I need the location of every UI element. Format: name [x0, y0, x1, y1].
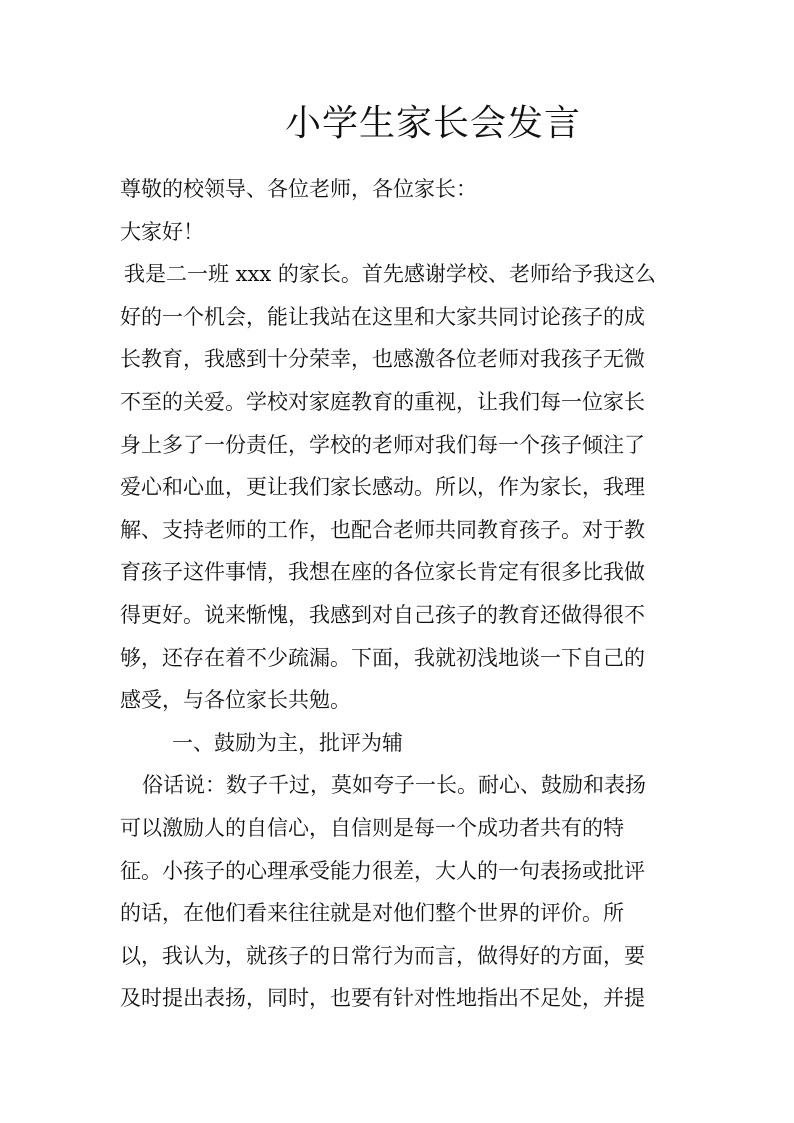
paragraph-line: 的话，在他们看来往往就是对他们整个世界的评价。所 — [120, 901, 624, 926]
paragraph-2 — [120, 764, 680, 1020]
paragraph-line: 爱心和心血，更让我们家长感动。所以，作为家长，我理 — [120, 475, 645, 500]
document-title: 小学生家长会发言 — [285, 103, 582, 144]
paragraph-line: 俗话说：数子千过，莫如夸子一长。耐心、鼓励和表扬 — [142, 773, 646, 798]
paragraph-line: 育孩子这件事情，我想在座的各位家长肯定有很多比我做 — [120, 560, 645, 585]
paragraph-line: 好的一个机会，能让我站在这里和大家共同讨论孩子的成 — [120, 304, 645, 329]
paragraph-line: 感受，与各位家长共勉。 — [120, 688, 351, 713]
paragraph-line: 可以激励人的自信心，自信则是每一个成功者共有的特 — [120, 815, 624, 840]
salutation: 尊敬的校领导、各位老师，各位家长： — [120, 177, 477, 201]
paragraph-line: 以，我认为，就孩子的日常行为而言，做得好的方面，要 — [120, 943, 645, 968]
paragraph-line: 解、支持老师的工作，也配合老师共同教育孩子。对于教 — [120, 517, 645, 542]
paragraph-line: 够，还存在着不少疏漏。下面，我就初浅地谈一下自己的 — [120, 645, 645, 670]
paragraph-line: 征。小孩子的心理承受能力很差，大人的一句表扬或批评 — [120, 858, 645, 883]
paragraph-line: 不至的关爱。学校对家庭教育的重视，让我们每一位家长 — [120, 389, 645, 414]
greeting: 大家好！ — [120, 219, 204, 244]
section-heading: 一、鼓励为主，批评为辅 — [172, 730, 403, 755]
paragraph-line: 长教育，我感到十分荣幸，也感激各位老师对我孩子无微 — [120, 347, 645, 372]
paragraph-line: 得更好。说来惭愧，我感到对自己孩子的教育还做得很不 — [120, 602, 645, 627]
paragraph-line: 身上多了一份责任，学校的老师对我们每一个孩子倾注了 — [120, 432, 645, 457]
document-body — [120, 168, 680, 1020]
paragraph-line: 我是二一班 xxx 的家长。首先感谢学校、老师给予我这么 — [124, 262, 656, 287]
paragraph-line: 及时提出表扬，同时，也要有针对性地指出不足处，并提 — [120, 986, 645, 1011]
paragraph-1 — [120, 253, 680, 722]
